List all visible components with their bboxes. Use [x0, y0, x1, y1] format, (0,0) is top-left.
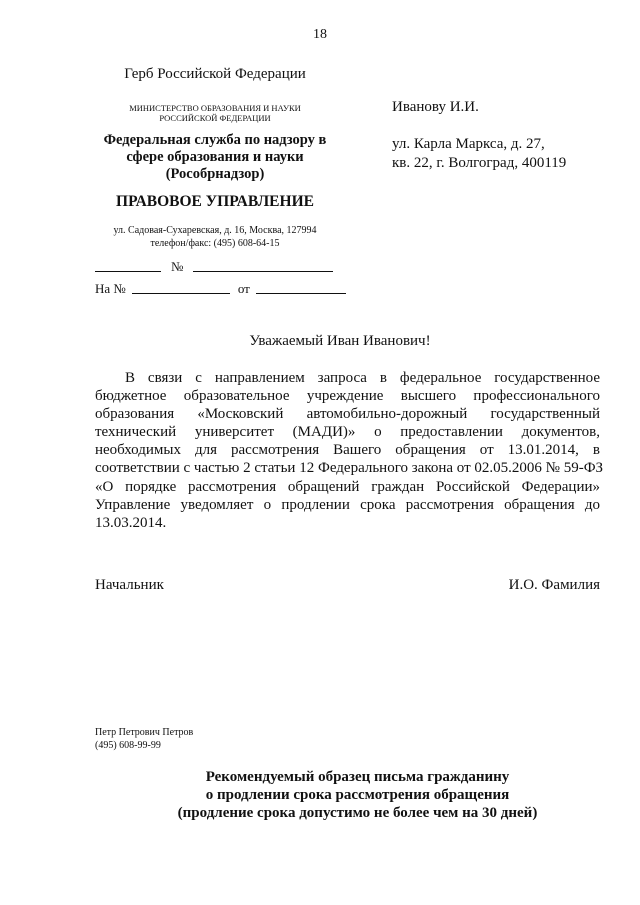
- sender-address: [95, 225, 335, 250]
- letter-body: [95, 369, 604, 532]
- salutation: Уважаемый Иван Иванович!: [249, 333, 431, 349]
- executor-block: [95, 726, 193, 752]
- recipient-address: [392, 135, 566, 173]
- agency-line: (Рособрнадзор): [165, 166, 265, 182]
- caption-line: Рекомендуемый образец письма гражданину: [205, 769, 510, 785]
- body-line: «О порядке рассмотрения обращений граждан Российской Федерации»: [95, 478, 600, 495]
- executor-name: Петр Петрович Петров: [95, 727, 194, 738]
- department-name: ПРАВОВОЕ УПРАВЛЕНИЕ: [116, 193, 314, 210]
- sample-caption: [95, 768, 600, 822]
- executor-phone: (495) 608-99-99: [95, 740, 161, 751]
- signatory-name: И.О. Фамилия: [508, 577, 600, 593]
- caption-line: (продление срока допустимо не более чем на 30 дней): [177, 805, 538, 821]
- recipient-name: Иванову И.И.: [392, 99, 479, 115]
- recipient-address-line: ул. Карла Маркса, д. 27,: [392, 136, 545, 152]
- reply-to-number-blank: [132, 292, 230, 294]
- signatory-position: Начальник: [95, 577, 164, 593]
- agency-line: сфере образования и науки: [126, 149, 304, 165]
- reply-to-row: [95, 281, 346, 297]
- body-line: В связи с направлением запроса в федеральное государственное: [125, 370, 600, 386]
- number-sign: №: [171, 259, 184, 274]
- registration-number-row: [95, 259, 333, 275]
- reply-to-date-blank: [256, 292, 346, 294]
- agency-name: [95, 132, 335, 183]
- body-line: соответствии с частью 2 статьи 12 Федерального закона от 02.05.2006 № 59-ФЗ: [95, 460, 604, 477]
- reply-to-date-label: от: [237, 281, 250, 296]
- ministry-line: МИНИСТЕРСТВО ОБРАЗОВАНИЯ И НАУКИ: [129, 103, 301, 113]
- agency-line: Федеральная служба по надзору в: [103, 132, 327, 148]
- body-line: бюджетное образовательное учреждение высшего профессионального: [95, 388, 600, 405]
- body-line: необходимых для рассмотрения Вашего обращения от 13.01.2014, в: [95, 442, 600, 459]
- reply-to-label: На №: [95, 281, 126, 296]
- body-line: образования «Московский автомобильно-дорожный государственный: [95, 406, 600, 423]
- registration-date-blank: [95, 270, 161, 272]
- body-line: Управление уведомляет о продлении срока рассмотрения обращения до: [95, 496, 600, 513]
- registration-number-blank: [193, 270, 333, 272]
- signature-block: [95, 577, 600, 594]
- page-number: 18: [313, 27, 327, 42]
- body-line: технический университет (МАДИ)» о предоставлении документов,: [95, 424, 600, 441]
- ministry-line: РОССИЙСКОЙ ФЕДЕРАЦИИ: [159, 113, 271, 123]
- ministry-name: [95, 103, 335, 123]
- sender-address-line: телефон/факс: (495) 608-64-15: [150, 237, 280, 249]
- body-line: 13.03.2014.: [95, 514, 167, 531]
- emblem-caption: Герб Российской Федерации: [124, 66, 306, 82]
- sender-address-line: ул. Садовая-Сухаревская, д. 16, Москва, 127994: [113, 225, 317, 236]
- caption-line: о продлении срока рассмотрения обращения: [205, 787, 510, 803]
- recipient-address-line: кв. 22, г. Волгоград, 400119: [392, 155, 567, 171]
